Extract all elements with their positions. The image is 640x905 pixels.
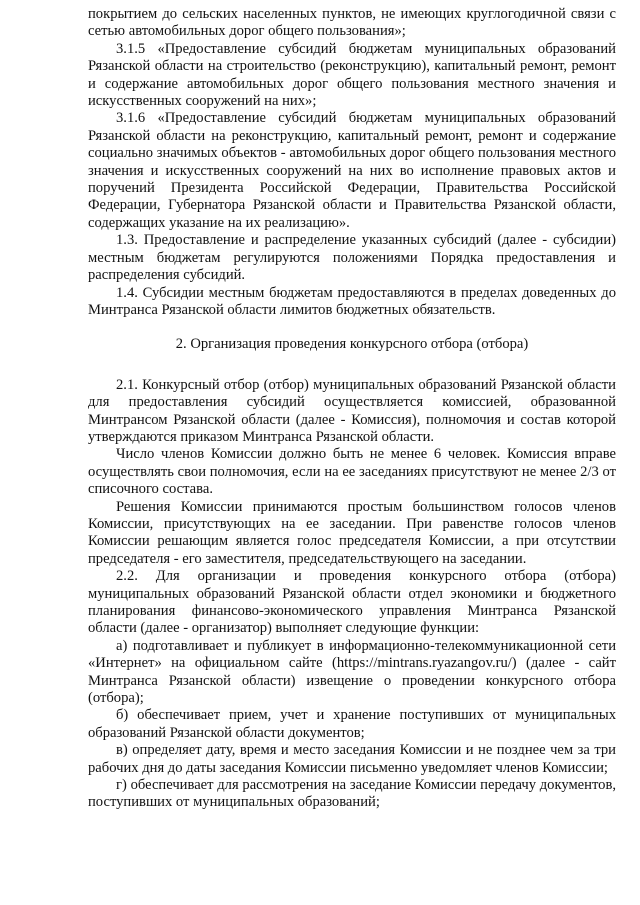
list-item-v: в) определяет дату, время и место заседания Комиссии и не позднее чем за три рабочих дня до даты заседания Комиссии письменно уведомляет членов Комиссии; xyxy=(88,742,616,776)
section-heading: 2. Организация проведения конкурсного отбора (отбора) xyxy=(175,336,529,353)
list-item-g: г) обеспечивает для рассмотрения на заседание Комиссии передачу документов, поступивших от муниципальных образований; xyxy=(88,777,616,811)
list-item-b: б) обеспечивает прием, учет и хранение поступивших от муниципальных образований Рязанской области документов; xyxy=(88,707,616,741)
list-item-a: а) подготавливает и публикует в информационно-телекоммуникационной сети «Интернет» на официальном сайте (https://mintrans.ryazangov.ru/) (далее - сайт Минтранса Рязанской области) извещение о проведении конкурсного отбора (отбора); xyxy=(88,637,616,707)
paragraph-1-4: 1.4. Субсидии местным бюджетам предоставляются в пределах доведенных до Минтранса Рязанской области лимитов бюджетных обязательств. xyxy=(88,284,616,318)
paragraph-commission-size: Число членов Комиссии должно быть не менее 6 человек. Комиссия вправе осуществлять свои полномочия, если на ее заседаниях присутствуют не менее 2/3 от списочного состава. xyxy=(88,446,616,498)
paragraph-3-1-6: 3.1.6 «Предоставление субсидий бюджетам муниципальных образований Рязанской области на реконструкцию, капитальный ремонт, ремонт и содержание социально значимых объектов - автомобильных дорог общего пользования местного значения и искусственных сооружений на них во исполнение правовых актов и поручений Президента Российской Федерации, Правительства Российской Федерации, Губернатора Рязанской области и Правительства Рязанской области, содержащих указание на их реализацию». xyxy=(88,110,616,231)
paragraph-2-2: 2.2. Для организации и проведения конкурсного отбора (отбора) муниципальных образований Рязанской области отдел экономики и бюджетного планирования финансово-экономического управления Минтранса Рязанской области (далее - организатор) выполняет следующие функции: xyxy=(88,568,616,637)
paragraph-commission-decisions: Решения Комиссии принимаются простым большинством голосов членов Комиссии, присутствующих на ее заседании. При равенстве голосов членов Комиссии решающим является голос председателя Комиссии, а при отсутствии председателя - его заместителя, председательствующего на заседании. xyxy=(88,498,616,567)
paragraph-1-3: 1.3. Предоставление и распределение указанных субсидий (далее - субсидии) местным бюджетам регулируются положениями Порядка предоставления и распределения субсидий. xyxy=(88,232,616,284)
paragraph: покрытием до сельских населенных пунктов, не имеющих круглогодичной связи с сетью автомобильных дорог общего пользования»; xyxy=(88,6,616,40)
paragraph-2-1: 2.1. Конкурсный отбор (отбор) муниципальных образований Рязанской области для предоставления субсидий осуществляется комиссией, образованной Минтрансом Рязанской области (далее - Комиссия), полномочия и состав которой утверждаются приказом Минтранса Рязанской области. xyxy=(88,376,616,445)
paragraph-3-1-5: 3.1.5 «Предоставление субсидий бюджетам муниципальных образований Рязанской области на строительство (реконструкцию), капитальный ремонт, ремонт и содержание автомобильных дорог общего пользования местного значения и искусственных сооружений на них»; xyxy=(88,40,616,110)
